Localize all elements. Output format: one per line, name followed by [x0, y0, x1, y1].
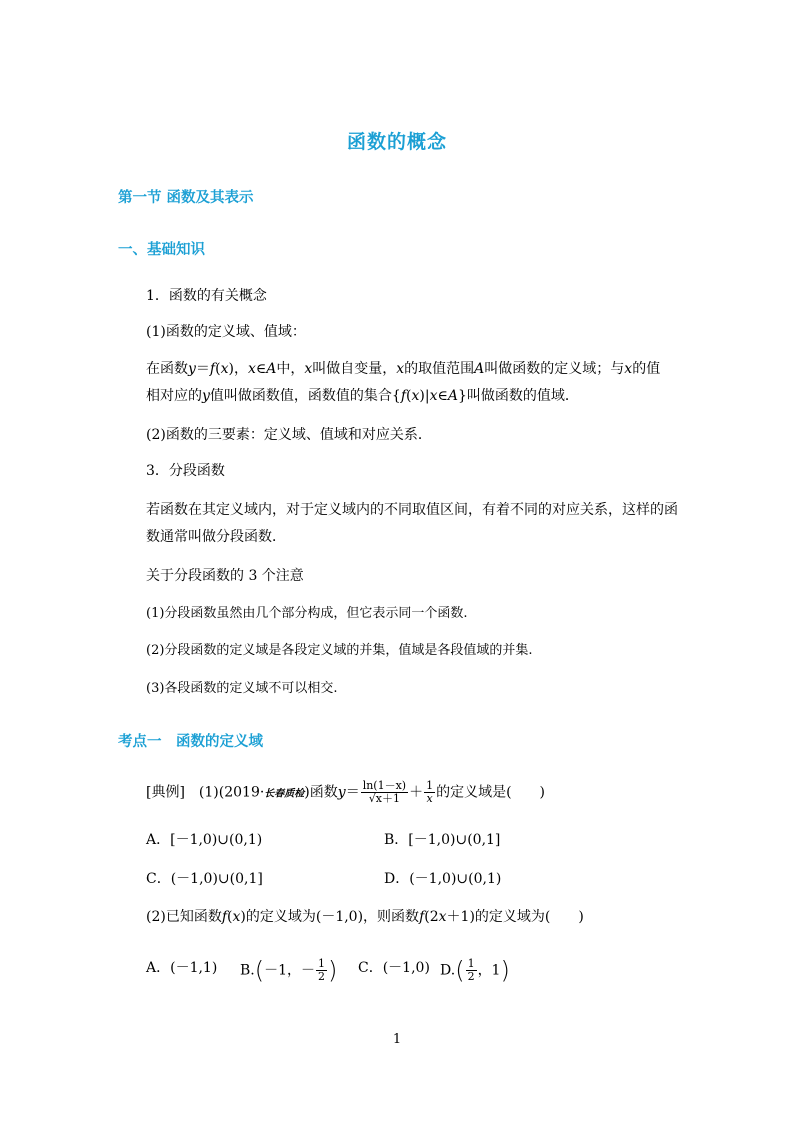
right-paren: ) [328, 956, 338, 985]
paragraph-piecewise-line1: 若函数在其定义域内，对于定义域内的不同取值区间，有着不同的对应关系，这样的函 [146, 502, 678, 518]
var-f: f [209, 361, 216, 377]
text: (2 [424, 909, 439, 925]
paragraph-notes-intro: 关于分段函数的 3 个注意 [146, 568, 304, 584]
text: ( [406, 388, 412, 404]
var-f: f [419, 909, 425, 925]
var-x: x [411, 388, 420, 404]
fraction-denominator: √x＋1 [368, 792, 400, 805]
fraction-numerator: 1 [467, 957, 475, 970]
text: 的值 [632, 361, 661, 377]
fraction-denominator: 2 [318, 970, 326, 983]
paragraph-piecewise-heading: 3．分段函数 [146, 463, 225, 479]
fraction-half [466, 958, 477, 983]
text: }叫做函数的值域． [458, 388, 579, 404]
var-f: f [221, 909, 228, 925]
section-heading: 第一节 函数及其表示 [118, 190, 254, 206]
var-y: y [337, 784, 346, 801]
text: －1，－ [264, 962, 316, 979]
example-2-question [146, 907, 584, 927]
var-x: x [396, 361, 405, 377]
fraction-numerator: 1 [426, 779, 434, 792]
text: 中， [276, 361, 305, 377]
example-prefix: [典例] (1)(2019· [146, 784, 265, 801]
option-a: A．[－1,0)∪(0,1) [146, 832, 263, 848]
text: ∈ [255, 361, 267, 377]
subsection-heading: 一、基础知识 [118, 242, 205, 258]
text: ，1 [477, 962, 501, 979]
option-label: B. [240, 962, 255, 979]
text: 值叫做函数值，函数值的集合{ [209, 388, 401, 404]
text: 在函数 [146, 361, 188, 377]
var-x: x [624, 361, 633, 377]
fraction-denominator: x [426, 792, 433, 805]
option-2-b [240, 958, 337, 983]
var-x: x [429, 388, 438, 404]
var-x: x [438, 909, 447, 925]
text: ( [227, 909, 233, 925]
var-y: y [188, 361, 196, 377]
paragraph-function-concept: 1．函数的有关概念 [146, 288, 267, 304]
paragraph-definition-line1 [146, 359, 660, 379]
paragraph-domain-range: (1)函数的定义域、值域： [146, 324, 306, 340]
text: ＝ [345, 784, 360, 801]
right-paren: ) [500, 956, 510, 985]
text: ＝ [195, 361, 210, 377]
option-2-a: A．(－1,1) [146, 960, 218, 976]
fraction-numerator: 1 [318, 957, 326, 970]
option-d: D．(－1,0)∪(0,1) [384, 871, 502, 887]
option-label: D. [440, 962, 456, 979]
var-y: y [202, 388, 210, 404]
var-x: x [220, 361, 229, 377]
var-x: x [232, 909, 241, 925]
fraction-numerator: ln(1－x) [362, 779, 407, 792]
option-c: C．(－1,0)∪(0,1] [146, 871, 263, 887]
option-2-c: C．(－1,0) [358, 960, 430, 976]
paragraph-piecewise-line2: 数通常叫做分段函数． [146, 529, 286, 545]
paragraph-three-elements: (2)函数的三要素：定义域、值域和对应关系． [146, 427, 432, 443]
text: )| [419, 388, 430, 404]
text: )的定义域为(－1,0)，则函数 [240, 909, 420, 925]
text: 的取值范围 [404, 361, 475, 377]
option-2-d [440, 958, 510, 983]
text: )函数 [304, 784, 338, 801]
text: ( [215, 361, 221, 377]
text: 的定义域是( ) [436, 784, 546, 801]
topic-heading: 考点一 函数的定义域 [118, 734, 263, 750]
left-paren: ( [455, 956, 465, 985]
example-1-question [146, 780, 545, 805]
page-title: 函数的概念 [346, 131, 447, 153]
text: ∈ [437, 388, 448, 404]
text: (2)已知函数 [146, 909, 222, 925]
var-a: A [474, 361, 485, 377]
text: 叫做函数的定义域；与 [484, 361, 625, 377]
paragraph-definition-line2 [146, 386, 579, 406]
var-x: x [247, 361, 256, 377]
fraction-reciprocal [424, 780, 435, 805]
text: )， [228, 361, 248, 377]
var-f: f [400, 388, 407, 404]
note-2: (2)分段函数的定义域是各段定义域的并集，值域是各段值域的并集. [146, 643, 533, 658]
var-a: A [447, 388, 458, 404]
text: 叫做自变量， [312, 361, 397, 377]
fraction-log [361, 780, 408, 805]
var-x: x [304, 361, 313, 377]
text: ＋1)的定义域为( ) [446, 909, 584, 925]
text: ＋ [409, 784, 424, 801]
fraction-denominator: 2 [467, 970, 475, 983]
text: 相对应的 [146, 388, 202, 404]
note-3: (3)各段函数的定义域不可以相交. [146, 681, 338, 696]
note-1: (1)分段函数虽然由几个部分构成，但它表示同一个函数. [146, 606, 468, 621]
var-a: A [266, 361, 277, 377]
page-number: 1 [392, 1032, 402, 1047]
option-b: B．[－1,0)∪(0,1] [384, 832, 501, 848]
fraction-half [316, 958, 327, 983]
example-source: 长春质检 [264, 788, 305, 800]
left-paren: ( [254, 956, 265, 985]
